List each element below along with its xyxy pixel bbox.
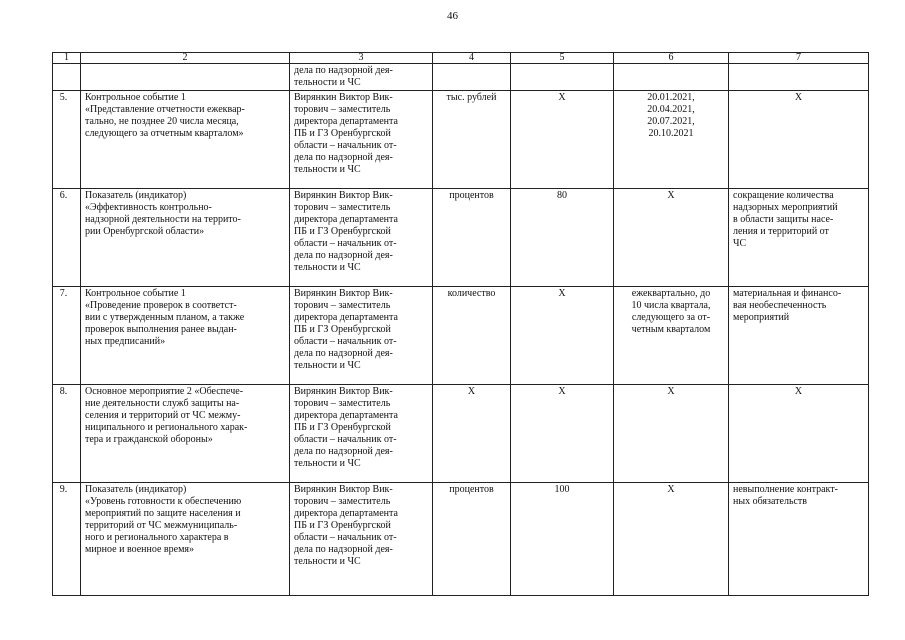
row-name: Контрольное событие 1 «Представление отчетности ежеквар- тально, не позднее 20 числа месяца, следующего за отчетным кварталом» xyxy=(81,91,290,189)
row-value: Х xyxy=(511,91,614,189)
row-deadline: Х xyxy=(614,482,729,595)
table-row xyxy=(53,64,869,91)
document-table xyxy=(52,52,869,596)
row-unit xyxy=(433,64,511,91)
row-risk: Х xyxy=(729,91,869,189)
table-row xyxy=(53,482,869,595)
row-responsible: дела по надзорной дея- тельности и ЧС xyxy=(290,64,433,91)
row-number: 6. xyxy=(53,189,81,287)
row-value xyxy=(511,64,614,91)
row-risk: материальная и финансо- вая необеспеченность мероприятий xyxy=(729,287,869,385)
row-risk xyxy=(729,64,869,91)
row-deadline: ежеквартально, до 10 числа квартала, следующего за от- четным кварталом xyxy=(614,287,729,385)
row-unit: тыс. рублей xyxy=(433,91,511,189)
row-number: 8. xyxy=(53,384,81,482)
row-number: 5. xyxy=(53,91,81,189)
row-number xyxy=(53,64,81,91)
row-responsible: Вирянкин Виктор Вик- торович – заместитель директора департамента ПБ и ГЗ Оренбургской области – начальник от- дела по надзорной дея- тельности и ЧС xyxy=(290,482,433,595)
row-name xyxy=(81,64,290,91)
row-value: 100 xyxy=(511,482,614,595)
page-number: 46 xyxy=(447,10,458,22)
row-responsible: Вирянкин Виктор Вик- торович – заместитель директора департамента ПБ и ГЗ Оренбургской области – начальник от- дела по надзорной дея- тельности и ЧС xyxy=(290,287,433,385)
row-deadline xyxy=(614,64,729,91)
row-value: 80 xyxy=(511,189,614,287)
row-deadline: 20.01.2021, 20.04.2021, 20.07.2021, 20.10.2021 xyxy=(614,91,729,189)
row-value: Х xyxy=(511,384,614,482)
row-responsible: Вирянкин Виктор Вик- торович – заместитель директора департамента ПБ и ГЗ Оренбургской области – начальник от- дела по надзорной дея- тельности и ЧС xyxy=(290,384,433,482)
row-unit: Х xyxy=(433,384,511,482)
row-number: 7. xyxy=(53,287,81,385)
row-risk: Х xyxy=(729,384,869,482)
table-row xyxy=(53,384,869,482)
column-header: 6 xyxy=(614,53,729,64)
row-responsible: Вирянкин Виктор Вик- торович – заместитель директора департамента ПБ и ГЗ Оренбургской области – начальник от- дела по надзорной дея- тельности и ЧС xyxy=(290,189,433,287)
row-name: Показатель (индикатор) «Эффективность контрольно- надзорной деятельности на террито- рии Оренбургской области» xyxy=(81,189,290,287)
table-row xyxy=(53,287,869,385)
column-header: 7 xyxy=(729,53,869,64)
row-name: Контрольное событие 1 «Проведение проверок в соответст- вии с утвержденным планом, а также проверок выполнения ранее выдан- ных предписаний» xyxy=(81,287,290,385)
row-risk: невыполнение контракт- ных обязательств xyxy=(729,482,869,595)
row-deadline: Х xyxy=(614,189,729,287)
row-unit: процентов xyxy=(433,189,511,287)
row-number: 9. xyxy=(53,482,81,595)
row-unit: процентов xyxy=(433,482,511,595)
table-row xyxy=(53,189,869,287)
column-header: 1 xyxy=(53,53,81,64)
column-header: 5 xyxy=(511,53,614,64)
row-unit: количество xyxy=(433,287,511,385)
column-header: 4 xyxy=(433,53,511,64)
row-name: Показатель (индикатор) «Уровень готовности к обеспечению мероприятий по защите населения и территорий от ЧС межмуниципаль- ного и регионального характера в мирное и военное время» xyxy=(81,482,290,595)
table-row xyxy=(53,91,869,189)
row-responsible: Вирянкин Виктор Вик- торович – заместитель директора департамента ПБ и ГЗ Оренбургской области – начальник от- дела по надзорной дея- тельности и ЧС xyxy=(290,91,433,189)
row-value: Х xyxy=(511,287,614,385)
row-deadline: Х xyxy=(614,384,729,482)
row-name: Основное мероприятие 2 «Обеспече- ние деятельности служб защиты на- селения и территорий от ЧС межму- ниципального и регионального харак- тера и гражданской обороны» xyxy=(81,384,290,482)
column-header: 3 xyxy=(290,53,433,64)
row-risk: сокращение количества надзорных мероприятий в области защиты насе- ления и территорий от ЧС xyxy=(729,189,869,287)
table-header-row xyxy=(53,53,869,64)
column-header: 2 xyxy=(81,53,290,64)
